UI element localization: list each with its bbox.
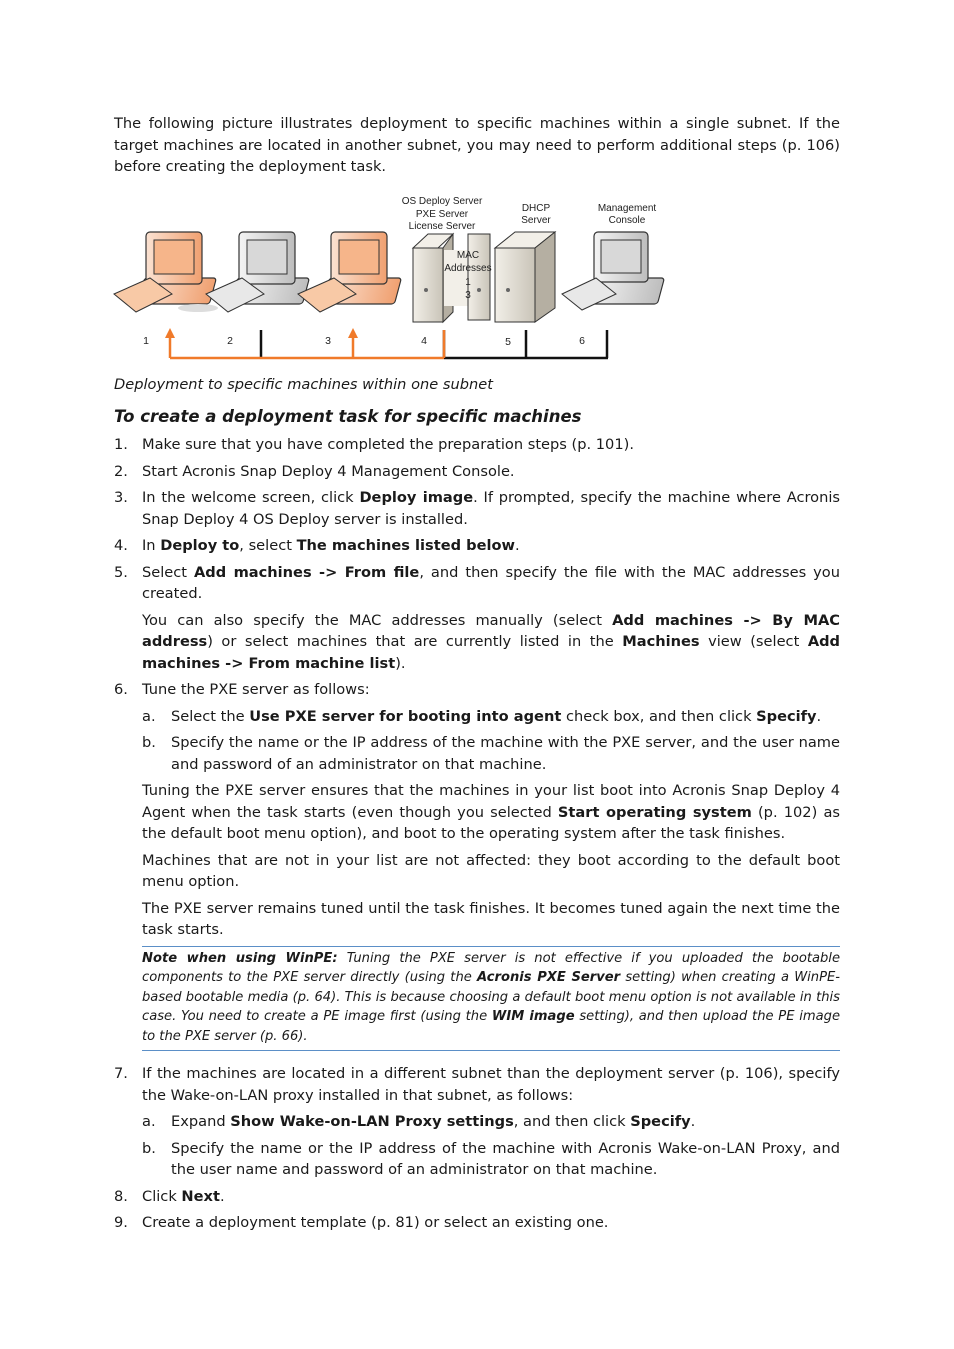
list-item	[114, 679, 840, 701]
sub-list-item	[114, 1138, 840, 1181]
step-number: 1.	[114, 436, 128, 453]
list-item	[114, 562, 840, 605]
note-text: setting), and then upload the PE image to the PXE server (p. 66).	[142, 1009, 841, 1044]
step-text: check box, and then click	[561, 707, 757, 725]
os-deploy-server-label: OS Deploy Server	[401, 196, 483, 207]
list-item	[114, 487, 840, 530]
step-text: Select the	[171, 707, 250, 725]
step-number: 6.	[114, 681, 128, 698]
license-server-label: License Server	[408, 221, 476, 232]
ui-term: Show Wake-on-LAN Proxy settings	[230, 1113, 514, 1130]
step-text: .	[816, 707, 822, 725]
sub-step-letter: a.	[142, 1113, 156, 1130]
note-text: setting) when creating a WinPE-based bootable media (p. 64). This is because choosing a default boot menu option is not available in this case. You need to create a PE image first (using the	[142, 970, 840, 1024]
os-deploy-server-4	[413, 234, 490, 322]
step-text: In the welcome screen, click	[142, 489, 360, 506]
dhcp-label: DHCP	[521, 203, 551, 214]
step-text: Click	[142, 1187, 182, 1205]
deployment-diagram	[108, 190, 668, 368]
step-number: 7.	[114, 1065, 128, 1082]
console-label: Console	[608, 215, 646, 226]
arrow-up-icon	[165, 328, 175, 338]
sub-list-item	[114, 706, 840, 728]
step-number: 8.	[114, 1187, 128, 1205]
list-item	[114, 1063, 840, 1106]
step-paragraph: Machines that are not in your list are not affected: they boot according to the default boot menu option.	[142, 851, 840, 890]
figure-caption: Deployment to specific machines within one subnet	[114, 376, 493, 393]
dhcp-server-label: Server	[521, 215, 551, 226]
machine-number-1: 1	[143, 335, 149, 347]
steps-list	[114, 434, 840, 1239]
note-box	[142, 946, 840, 1052]
list-item	[114, 535, 840, 557]
target-computer-3	[298, 232, 401, 312]
ui-term: Deploy image	[359, 489, 474, 506]
note-text: Tuning the PXE server is not effective if you uploaded the bootable components to the PXE server directly (using the	[142, 950, 841, 985]
step-text: .	[219, 1187, 225, 1205]
management-console-6	[562, 232, 664, 310]
machine-number-4: 4	[421, 335, 427, 347]
step-text: ).	[395, 654, 406, 672]
ui-term: Machines	[622, 633, 700, 650]
step-text: Specify the name or the IP address of the machine with the PXE server, and the user name and password of an administrator on that machine.	[171, 734, 840, 773]
step-text: .	[515, 537, 520, 554]
sub-step-letter: b.	[142, 734, 156, 751]
mac-entry-1: 1	[465, 277, 471, 288]
sub-step-letter: a.	[142, 707, 156, 725]
step-text: Start Acronis Snap Deploy 4 Management Console.	[142, 462, 515, 480]
sub-step-letter: b.	[142, 1139, 156, 1157]
ui-term: The machines listed below	[296, 537, 515, 554]
arrow-up-icon	[348, 328, 358, 338]
list-item	[114, 434, 840, 456]
step-text: view (select	[699, 633, 808, 650]
list-item	[114, 461, 840, 483]
pxe-server-label: PXE Server	[415, 209, 469, 220]
step-text: , and then click	[513, 1113, 631, 1130]
management-label: Management	[597, 203, 657, 214]
step-text: Make sure that you have completed the preparation steps (p. 101).	[142, 436, 634, 453]
step-text: (p. 102) as the default boot menu option), and boot to the operating system after the task finishes.	[142, 803, 840, 842]
step-paragraph	[114, 780, 840, 845]
ui-term: Use PXE server for booting into agent	[249, 707, 562, 725]
step-number: 5.	[114, 563, 128, 581]
list-item	[114, 1212, 840, 1234]
machine-number-3: 3	[325, 335, 331, 347]
step-text: Select	[142, 563, 194, 581]
dhcp-server-5	[495, 232, 555, 322]
mac-label: MAC	[456, 250, 480, 261]
step-text: Create a deployment template (p. 81) or select an existing one.	[142, 1214, 609, 1231]
step-paragraph: The PXE server remains tuned until the task finishes. It becomes tuned again the next time the task starts.	[142, 899, 840, 938]
step-number: 4.	[114, 537, 128, 554]
step-text: In	[142, 537, 161, 554]
note-title: Note when using WinPE:	[142, 950, 338, 966]
step-number: 2.	[114, 462, 128, 480]
ui-term: Add machines -> By MAC address	[142, 611, 840, 650]
intro-paragraph: The following picture illustrates deployment to specific machines within a single subnet. If the target machines are located in another subnet, you may need to perform additional steps (p. 106) before creating the deployment task.	[114, 115, 840, 175]
target-computer-1	[114, 232, 218, 312]
machine-number-6: 6	[579, 335, 585, 347]
list-item	[114, 1186, 840, 1208]
step-text: Specify the name or the IP address of the machine with Acronis Wake-on-LAN Proxy, and the user name and password of an administrator on that machine.	[171, 1139, 840, 1178]
step-text: , select	[239, 537, 297, 554]
step-text: Expand	[171, 1113, 231, 1130]
sub-list-item	[114, 1111, 840, 1133]
machine-number-2: 2	[227, 335, 233, 347]
step-text: You can also specify the MAC addresses manually (select	[142, 611, 613, 629]
sub-list-item	[114, 732, 840, 775]
step-text: If the machines are located in a different subnet than the deployment server (p. 106), specify the Wake-on-LAN proxy installed in that subnet, as follows:	[142, 1065, 840, 1104]
step-text: Tune the PXE server as follows:	[142, 681, 370, 698]
step-paragraph	[114, 610, 840, 675]
ui-term: Next	[181, 1187, 220, 1205]
step-text: , and then specify the file with the MAC addresses you created.	[142, 563, 840, 602]
step-text: .	[690, 1113, 696, 1130]
step-text: Tuning the PXE server ensures that the machines in your list boot into Acronis Snap Deploy 4 Agent when the task starts (even though you selected	[142, 782, 840, 821]
deployment-path	[165, 328, 444, 358]
addresses-label: Addresses	[444, 263, 492, 274]
ui-term: Specify	[756, 707, 817, 725]
ui-term: Acronis PXE Server	[477, 970, 621, 985]
mac-entry-3: 3	[465, 290, 471, 301]
machine-number-5: 5	[505, 336, 511, 348]
network-lines	[261, 330, 608, 358]
step-number: 9.	[114, 1214, 128, 1231]
step-text: ) or select machines that are currently listed in the	[207, 633, 623, 650]
step-text: . If prompted, specify the machine where Acronis Snap Deploy 4 OS Deploy server is installed.	[142, 489, 840, 528]
step-number: 3.	[114, 489, 128, 506]
section-heading: To create a deployment task for specific machines	[114, 407, 582, 426]
computer-2	[206, 232, 309, 312]
ui-term: Specify	[630, 1113, 691, 1130]
ui-term: WIM image	[491, 1009, 575, 1024]
ui-term: Add machines -> From machine list	[142, 633, 840, 672]
ui-term: Add machines -> From file	[193, 563, 420, 581]
ui-term: Deploy to	[160, 537, 240, 554]
ui-term: Start operating system	[557, 803, 752, 821]
